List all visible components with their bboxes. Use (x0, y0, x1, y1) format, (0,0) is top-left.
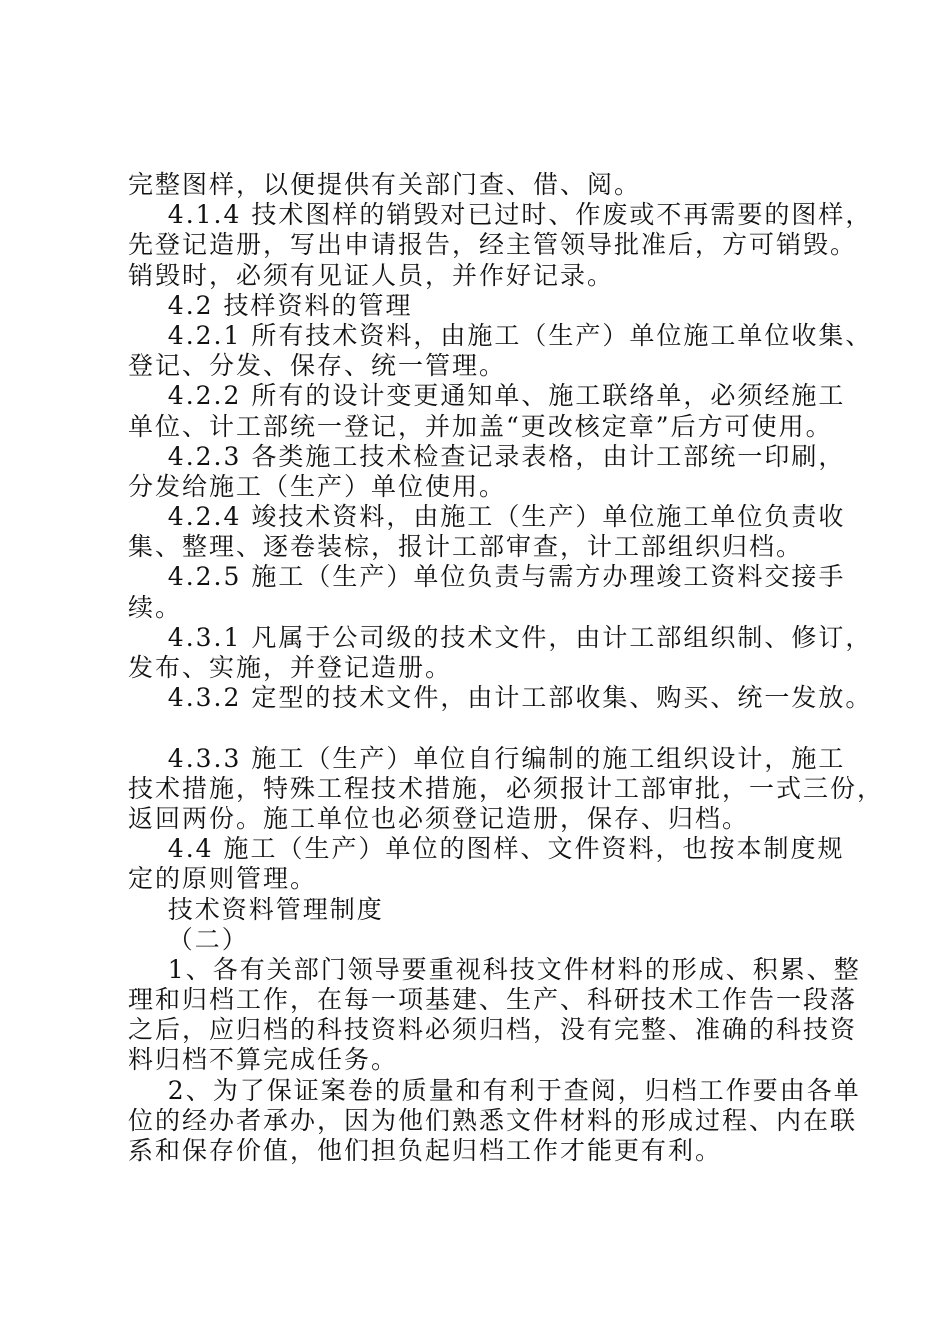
text-line: 4.3.2 定型的技术文件，由计工部收集、购买、统一发放。 (128, 683, 873, 713)
text-line: 单位、计工部统一登记，并加盖“更改核定章”后方可使用。 (128, 411, 833, 441)
text-line: 技术措施，特殊工程技术措施，必须报计工部审批，一式三份， (128, 773, 885, 803)
text-line: 销毁时，必须有见证人员，并作好记录。 (128, 260, 615, 290)
text-line: 4.4 施工（生产）单位的图样、文件资料，也按本制度规 (128, 834, 845, 864)
text-line: 定的原则管理。 (128, 864, 318, 894)
text-line: 1、各有关部门领导要重视科技文件材料的形成、积累、整 (128, 954, 861, 984)
text-line: 4.2.3 各类施工技术检查记录表格，由计工部统一印刷， (128, 441, 846, 471)
text-line: 分发给施工（生产）单位使用。 (128, 471, 507, 501)
document-body (128, 170, 885, 1166)
blank-line (128, 713, 848, 743)
text-line: 登记、分发、保存、统一管理。 (128, 351, 507, 381)
text-line: 续。 (128, 592, 183, 622)
text-line: 4.1.4 技术图样的销毁对已过时、作废或不再需要的图样， (128, 200, 873, 230)
text-line: 料归档不算完成任务。 (128, 1045, 399, 1075)
text-line: 之后，应归档的科技资料必须归档，没有完整、准确的科技资 (128, 1015, 858, 1045)
section-heading: 4.2 技样资料的管理 (128, 290, 413, 320)
text-line: 4.2.5 施工（生产）单位负责与需方办理竣工资料交接手 (128, 562, 846, 592)
section-number: （二） (128, 924, 249, 954)
text-line: 发布、实施，并登记造册。 (128, 653, 453, 682)
text-line: 返回两份。施工单位也必须登记造册，保存、归档。 (128, 803, 750, 833)
text-line: 集、整理、逐卷装棕，报计工部审查，计工部组织归档。 (128, 532, 804, 562)
document-title: 技术资料管理制度 (128, 894, 384, 924)
text-line: 系和保存价值，他们担负起归档工作才能更有利。 (128, 1136, 723, 1165)
text-line: 先登记造册，写出申请报告，经主管领导批准后，方可销毁。 (128, 230, 858, 260)
text-line: 位的经办者承办，因为他们熟悉文件材料的形成过程、内在联 (128, 1105, 858, 1135)
text-line: 完整图样，以便提供有关部门查、借、阅。 (128, 170, 642, 199)
text-line: 4.2.1 所有技术资料，由施工（生产）单位施工单位收集、 (128, 320, 873, 350)
text-line: 4.3.3 施工（生产）单位自行编制的施工组织设计，施工 (128, 743, 846, 773)
text-line: 4.2.2 所有的设计变更通知单、施工联络单，必须经施工 (128, 381, 846, 411)
text-line: 理和归档工作，在每一项基建、生产、科研技术工作告一段落 (128, 985, 858, 1015)
text-line: 4.3.1 凡属于公司级的技术文件，由计工部组织制、修订， (128, 622, 873, 652)
text-line: 4.2.4 竣技术资料，由施工（生产）单位施工单位负责收 (128, 502, 846, 532)
text-line: 2、为了保证案卷的质量和有利于查阅，归档工作要由各单 (128, 1075, 861, 1105)
